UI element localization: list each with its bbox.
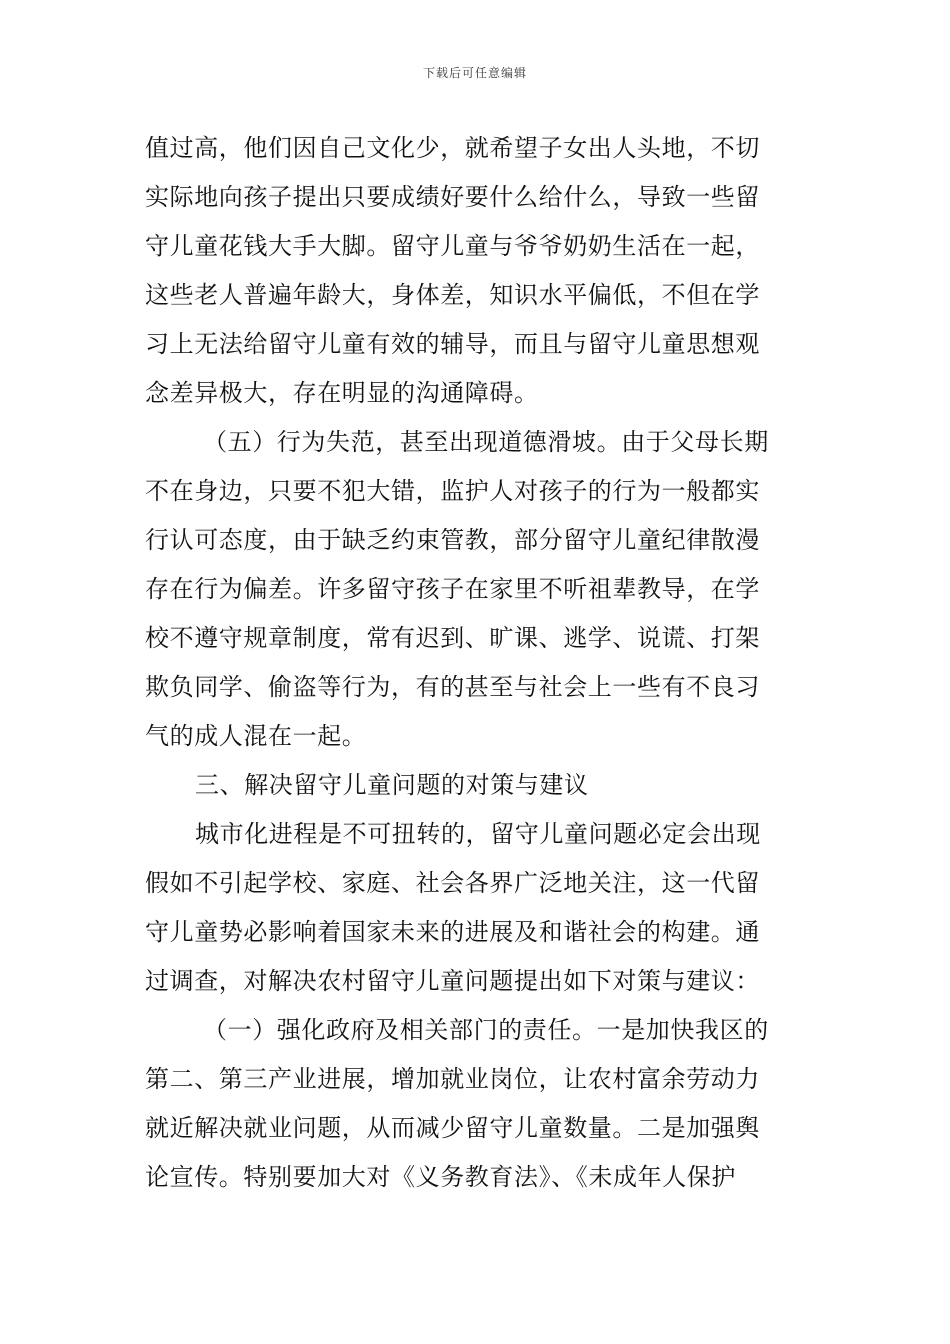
paragraph-start-line: （一）强化政府及相关部门的责任。一是加快我区的 [203,1016,769,1044]
text-line: 实际地向孩子提出只要成绩好要什么给什么，导致一些留 [145,183,760,211]
text-line: 欺负同学、偷盗等行为，有的甚至与社会上一些有不良习 [145,673,760,701]
text-line: 存在行为偏差。许多留守孩子在家里不听祖辈教导，在学 [145,575,760,603]
text-line: 行认可态度，由于缺乏约束管教，部分留守儿童纪律散漫 [145,526,760,554]
text-line: 校不遵守规章制度，常有迟到、旷课、逃学、说谎、打架 [145,624,760,652]
text-line: 这些老人普遍年龄大，身体差，知识水平偏低，不但在学 [145,281,760,309]
text-line: 论宣传。特别要加大对《义务教育法》、《未成年人保护 [145,1163,736,1191]
text-line: 守儿童势必影响着国家未来的进展及和谐社会的构建。通 [145,918,760,946]
page-header: 下载后可任意编辑 [422,66,527,80]
section-heading: 三、解决留守儿童问题的对策与建议 [195,771,589,799]
text-line: 过调查，对解决农村留守儿童问题提出如下对策与建议： [145,967,760,995]
text-line: 念差异极大，存在明显的沟通障碍。 [145,379,539,407]
text-line: 值过高，他们因自己文化少，就希望子女出人头地，不切 [145,134,760,162]
text-line: 假如不引起学校、家庭、社会各界广泛地关注，这一代留 [145,869,760,897]
paragraph-start-line: 城市化进程是不可扭转的，留守儿童问题必定会出现 [195,820,761,848]
text-line: 第二、第三产业进展，增加就业岗位，让农村富余劳动力 [145,1065,760,1093]
text-line: 习上无法给留守儿童有效的辅导，而且与留守儿童思想观 [145,330,760,358]
text-line: 气的成人混在一起。 [145,722,367,750]
paragraph-start-line: （五）行为失范，甚至出现道德滑坡。由于父母长期 [203,428,769,456]
text-line: 就近解决就业问题，从而减少留守儿童数量。二是加强舆 [145,1114,760,1142]
document-body [145,124,810,1202]
text-line: 不在身边，只要不犯大错，监护人对孩子的行为一般都实 [145,477,760,505]
text-line: 守儿童花钱大手大脚。留守儿童与爷爷奶奶生活在一起， [145,232,760,260]
